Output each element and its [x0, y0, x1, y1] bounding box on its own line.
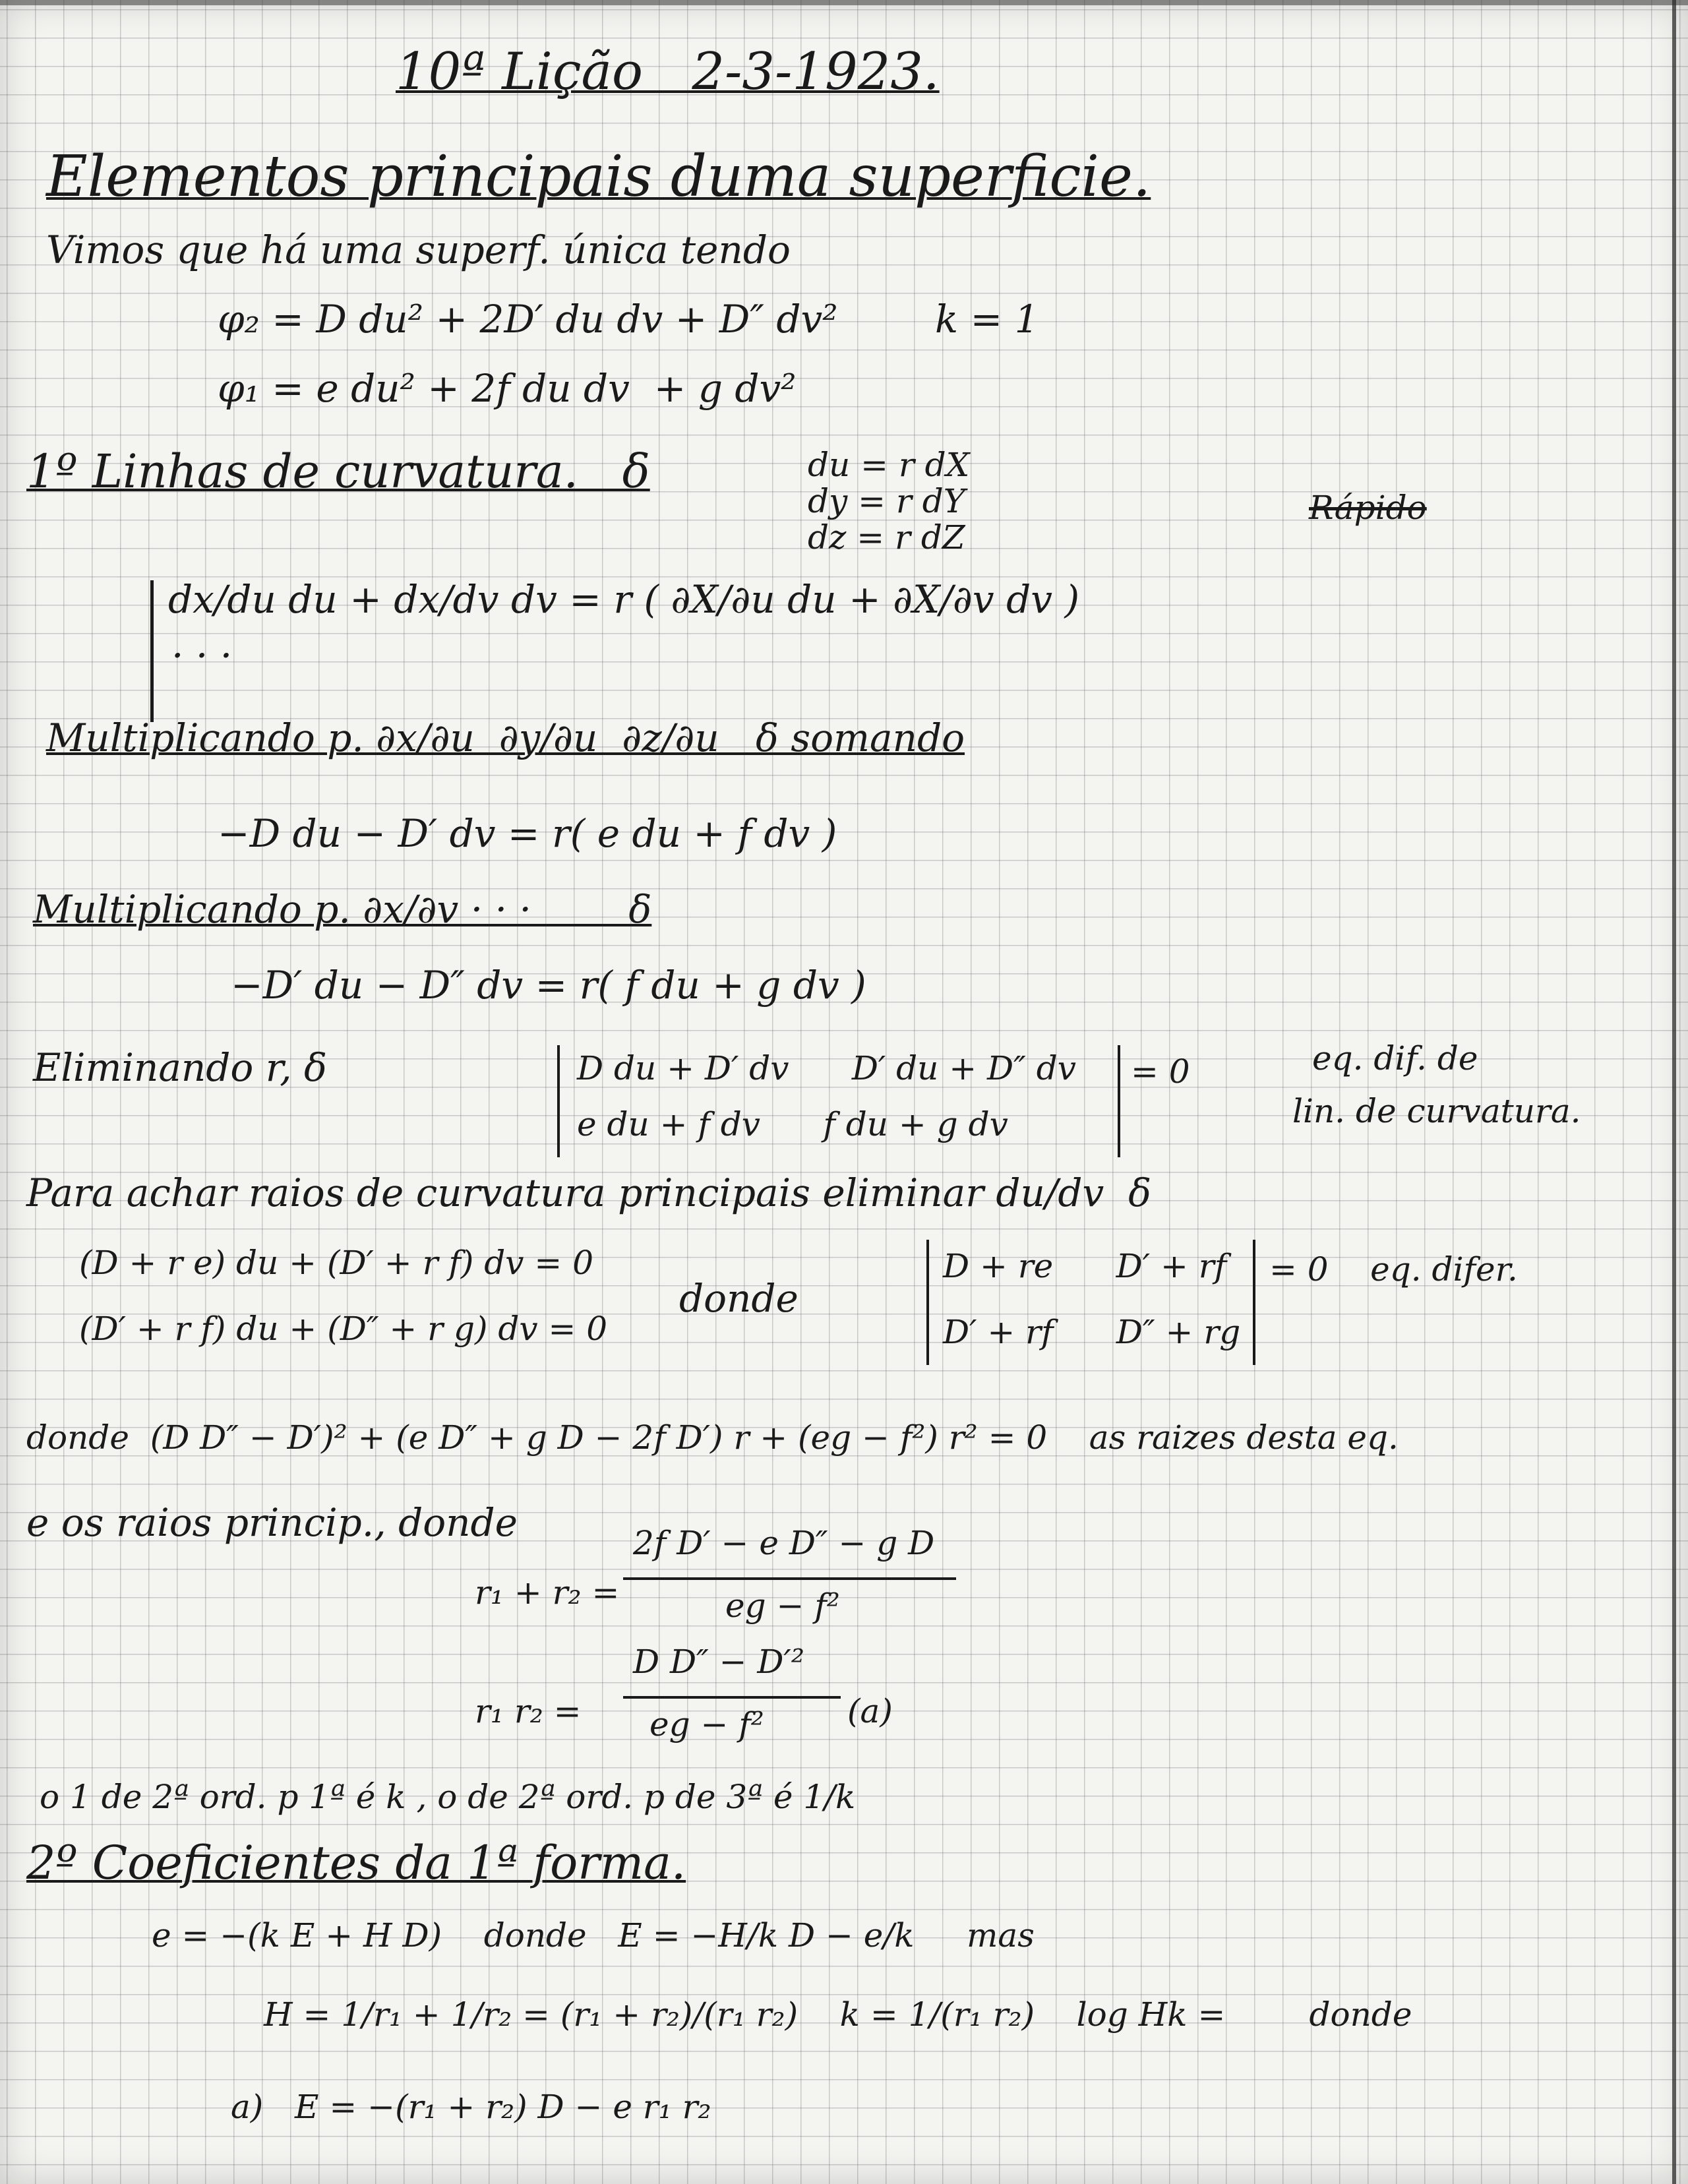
formula-line: donde (D D″ − D′)² + (e D″ + g D − 2f D′) r + (eg − f²) r² = 0 as raizes desta eq. [26, 1418, 1399, 1457]
fraction-line [623, 1577, 956, 1580]
formula-line: dy = r dY [808, 482, 965, 520]
fraction-line [623, 1696, 841, 1699]
text-line: Eliminando r, δ [33, 1045, 327, 1090]
text-line: Para achar raios de curvatura principais eliminar du/dv δ [26, 1170, 1152, 1215]
text-line: donde [679, 1276, 799, 1321]
formula-phi2: φ₂ = D du² + 2D′ du dv + D″ dv² k = 1 [218, 297, 1039, 342]
determinant-row: D du + D′ dv D′ du + D″ dv [577, 1049, 1076, 1087]
text-line: Multiplicando p. ∂x/∂v · · · δ [33, 887, 652, 932]
text-line: Vimos que há uma superf. única tendo [46, 228, 791, 272]
text-line: Multiplicando p. ∂x/∂u ∂y/∂u ∂z/∂u δ somando [46, 715, 965, 760]
fraction-numerator: D D″ − D′² [633, 1643, 804, 1681]
brace [150, 580, 154, 722]
equation-tag: (a) [847, 1692, 893, 1730]
formula-line: (D′ + r f) du + (D″ + r g) dv = 0 [79, 1310, 608, 1348]
determinant-row: e du + f dv f du + g dv [577, 1105, 1008, 1143]
determinant-bar-left [557, 1045, 560, 1157]
text-line: o 1 de 2ª ord. p 1ª é k , o de 2ª ord. p de 3ª é 1/k [40, 1778, 856, 1816]
formula-line: −D du − D′ dv = r( e du + f dv ) [218, 811, 837, 856]
fraction-denominator: eg − f² [649, 1705, 764, 1744]
formula-line: −D′ du − D″ dv = r( f du + g dv ) [231, 963, 866, 1008]
page-top-edge [0, 0, 1688, 5]
determinant-bar-right [1118, 1045, 1120, 1157]
section-heading: Elementos principais duma superficie. [46, 144, 1151, 210]
formula-line: = 0 eq. difer. [1269, 1250, 1518, 1289]
page-right-edge [1672, 0, 1676, 2184]
subsection-heading: 2º Coeficientes da 1ª forma. [26, 1836, 686, 1890]
formula-phi1: φ₁ = e du² + 2f du dv + g dv² [218, 366, 797, 411]
formula-line: dz = r dZ [808, 518, 965, 557]
fraction-denominator: eg − f² [725, 1587, 840, 1625]
determinant-row: D + re D′ + rf [943, 1247, 1227, 1285]
text-line: e os raios princip., donde [26, 1500, 518, 1545]
formula-line: dx/du du + dx/dv dv = r ( ∂X/∂u du + ∂X/∂v dv ) [168, 577, 1080, 622]
formula-line: = 0 [1131, 1052, 1190, 1091]
subsection-heading: 1º Linhas de curvatura. δ [26, 444, 650, 499]
formula-line: du = r dX [808, 446, 970, 484]
determinant-row: D′ + rf D″ + rg [943, 1313, 1241, 1351]
formula-label: r₁ r₂ = [475, 1692, 582, 1730]
text-line: lin. de curvatura. [1292, 1092, 1581, 1130]
crossed-word: Rápido [1309, 489, 1427, 527]
formula-line: H = 1/r₁ + 1/r₂ = (r₁ + r₂)/(r₁ r₂) k = 1/(r₁ r₂) log Hk = donde [264, 1995, 1412, 2034]
formula-label: r₁ + r₂ = [475, 1573, 620, 1612]
determinant-bar-right [1253, 1240, 1255, 1365]
text-line: eq. dif. de [1312, 1039, 1478, 1077]
formula-line: (D + r e) du + (D′ + r f) dv = 0 [79, 1244, 594, 1282]
fraction-numerator: 2f D′ − e D″ − g D [633, 1524, 935, 1562]
determinant-bar-left [926, 1240, 929, 1365]
formula-line: · · · [171, 633, 233, 678]
formula-line: a) E = −(r₁ + r₂) D − e r₁ r₂ [231, 2088, 711, 2126]
lesson-title: 10ª Lição 2-3-1923. [396, 42, 940, 102]
formula-line: e = −(k E + H D) donde E = −H/k D − e/k mas [152, 1916, 1035, 1955]
